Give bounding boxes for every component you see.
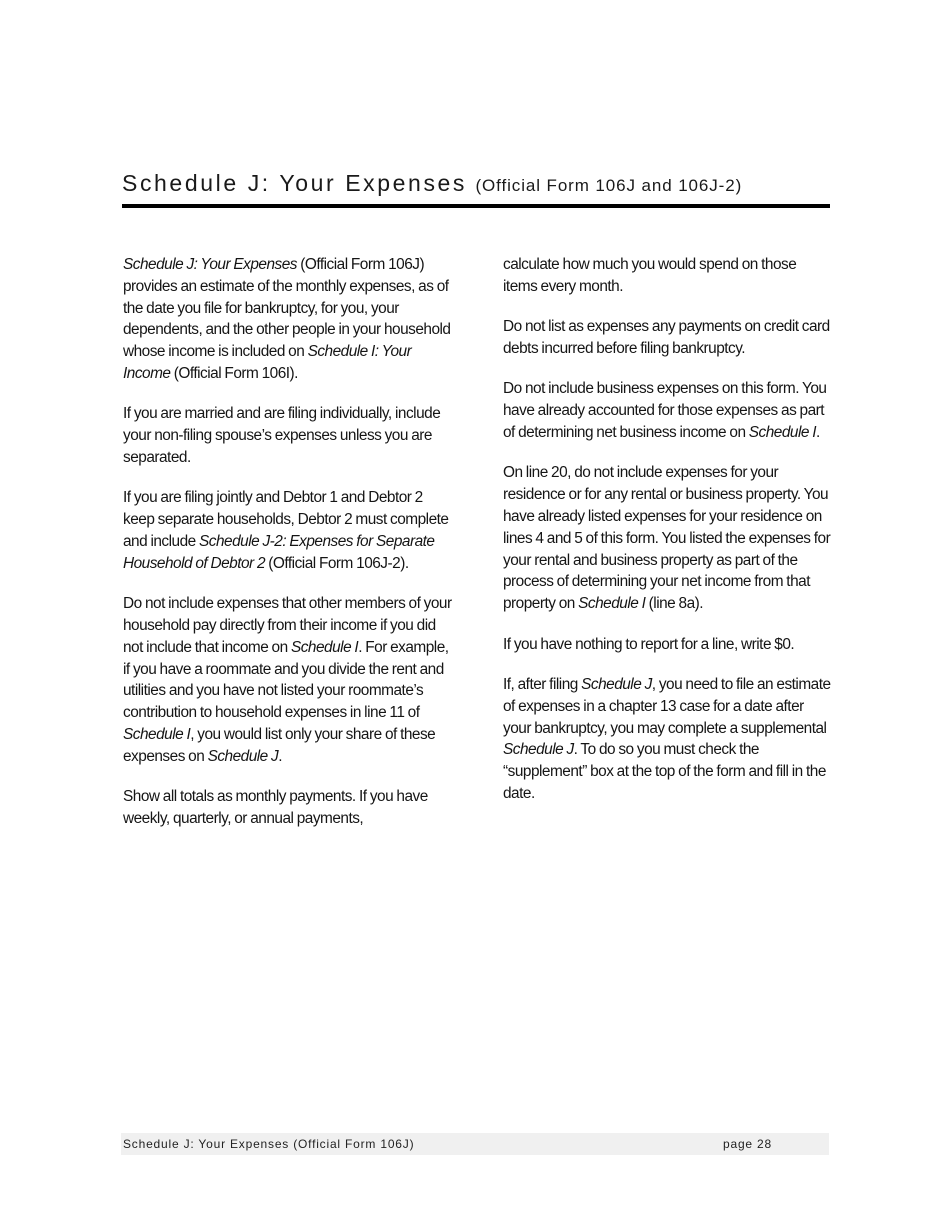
paragraph-text: (Official Form 106J-2). — [265, 554, 409, 572]
italic-ref: Schedule I — [748, 423, 817, 441]
paragraph-text: , you need to file an estimate of expenses in a chapter 13 case for a date after your bankruptcy, you may complete a supplemental — [503, 675, 831, 737]
paragraph-text: . — [816, 423, 820, 441]
paragraph-supplemental — [503, 674, 833, 805]
title-form-number: (Official Form 106J and 106J-2) — [475, 176, 743, 195]
italic-ref: Schedule I — [123, 725, 191, 743]
paragraph-text: . — [278, 747, 282, 765]
italic-ref: Schedule I — [290, 638, 359, 656]
italic-ref: Schedule I: Your Income — [123, 343, 412, 382]
paragraph-credit-card — [503, 316, 833, 360]
paragraph-text: . For example, if you have a roommate and you divide the rent and utilities and you have not listed your roommate’s contribution to household expenses in line 11 of — [123, 638, 449, 722]
paragraph-text: . To do so you must check the “supplement” box at the top of the form and fill in the date. — [503, 741, 826, 802]
italic-ref: Schedule J — [581, 675, 652, 693]
paragraph-monthly-totals — [123, 786, 453, 830]
italic-ref: Schedule I — [578, 595, 646, 613]
paragraph-joint-filing — [123, 487, 453, 574]
title-divider — [122, 204, 830, 208]
paragraph-household-members — [123, 593, 453, 767]
paragraph-text: If you are married and are filing individually, include your non-filing spouse’s expenses unless you are separated. — [123, 405, 441, 466]
paragraph-text: Show all totals as monthly payments. If you have weekly, quarterly, or annual payments, — [123, 788, 428, 827]
italic-ref: Schedule J-2: Expenses for Separate Household of Debtor 2 — [123, 532, 435, 572]
paragraph-text: If you have nothing to report for a line, write $0. — [503, 635, 795, 653]
paragraph-monthly-calc — [503, 254, 833, 298]
paragraph-text: Do not include expenses that other members of your household pay directly from their income if you did not include that income on — [123, 595, 452, 656]
italic-ref: Schedule J — [503, 741, 574, 759]
footer-form-label: Schedule J: Your Expenses (Official Form 106J) — [123, 1137, 415, 1151]
page-footer — [121, 1133, 829, 1155]
paragraph-line-20 — [503, 462, 833, 615]
paragraph-nothing-to-report — [503, 634, 833, 656]
paragraph-text: (Official Form 106I). — [170, 364, 298, 382]
paragraph-text: (line 8a). — [645, 595, 704, 613]
paragraph-text: , you would list only your share of these expenses on — [123, 725, 436, 765]
italic-ref: Schedule J: Your Expenses — [123, 256, 297, 273]
left-column — [123, 254, 453, 848]
paragraph-text: Do not list as expenses any payments on credit card debts incurred before filing bankruptcy. — [503, 318, 830, 357]
right-column — [503, 254, 833, 823]
paragraph-business-expenses — [503, 378, 833, 443]
footer-page-number: page 28 — [723, 1137, 772, 1151]
paragraph-married — [123, 403, 453, 468]
paragraph-overview — [123, 254, 453, 385]
paragraph-text: If, after filing — [503, 675, 582, 693]
paragraph-text: If you are filing jointly and Debtor 1 and Debtor 2 keep separate households, Debtor 2 must complete and include — [123, 489, 449, 550]
paragraph-text: calculate how much you would spend on those items every month. — [503, 256, 797, 295]
paragraph-text: (Official Form 106J) provides an estimate of the monthly expenses, as of the date you file for bankruptcy, for you, your dependents, and the other people in your household whose income is included on — [123, 256, 451, 361]
paragraph-text: On line 20, do not include expenses for your residence or for any rental or business property. You have already listed expenses for your residence on lines 4 and 5 of this form. You listed the expenses for your rental and business property as part of the process of determining your net income from that property on — [503, 464, 831, 613]
italic-ref: Schedule J — [207, 747, 279, 765]
title-main: Schedule J: Your Expenses — [122, 170, 468, 196]
paragraph-text: Do not include business expenses on this form. You have already accounted for those expenses as part of determining net business income on — [503, 380, 827, 441]
